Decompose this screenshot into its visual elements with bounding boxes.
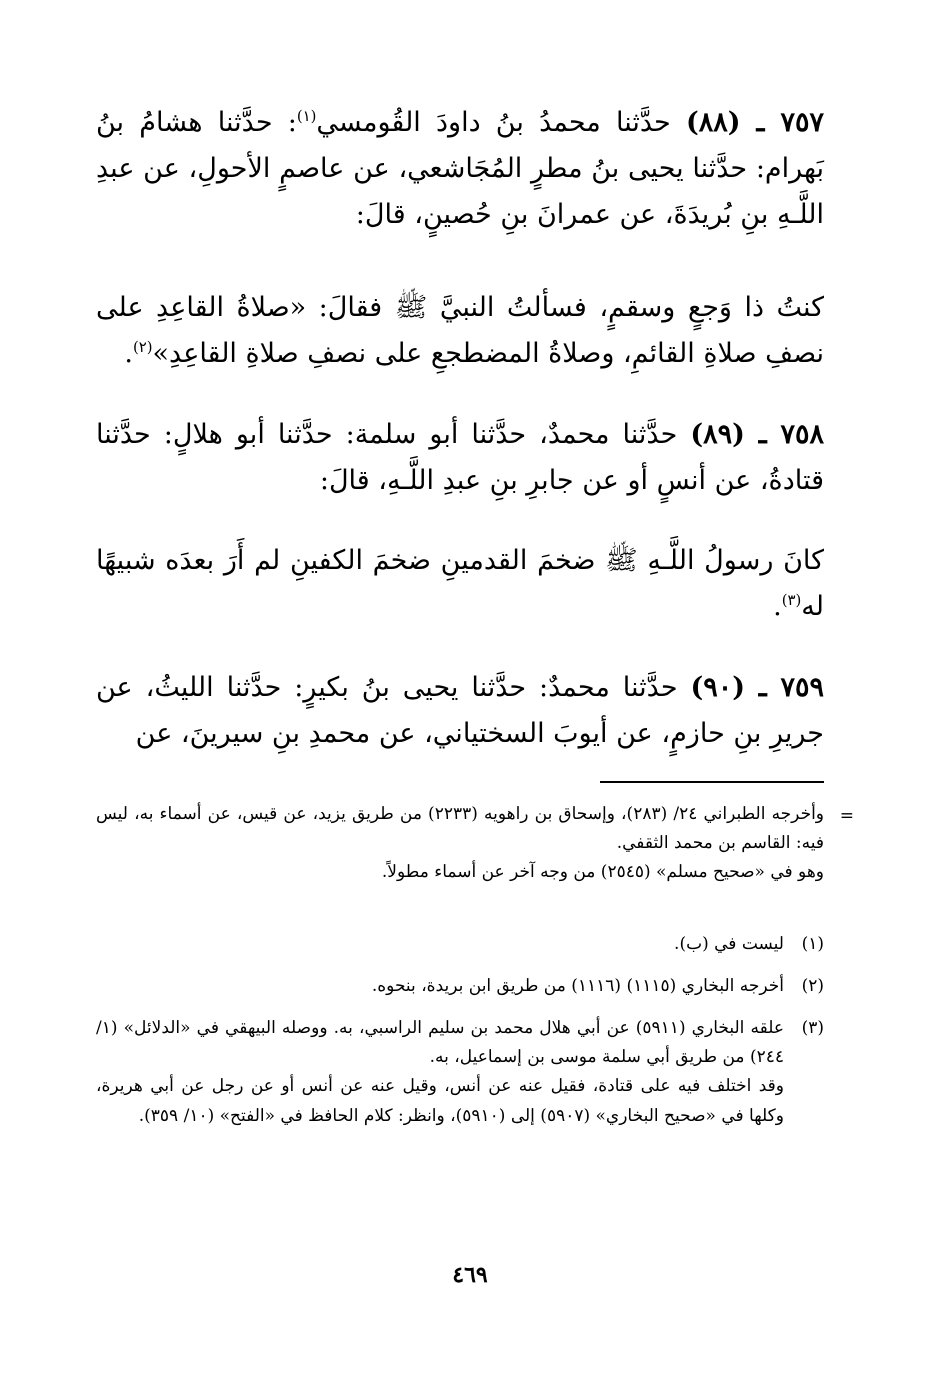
hadith-757-isnad (96, 100, 824, 238)
hadith-759-text: حدَّثنا محمدٌ: حدَّثنا يحيى بنُ بكيرٍ: حدَّثنا الليثُ، عن جريرِ بنِ حازمٍ، عن أيوبَ السختياني، عن محمدِ بنِ سيرينَ، عن (96, 672, 824, 749)
hadith-758-text: حدَّثنا محمدٌ، حدَّثنا أبو سلمة: حدَّثنا أبو هلالٍ: حدَّثنا قتادةُ، عن أنسٍ أو عن جابرِ بنِ عبدِ اللَّـهِ، قالَ: (96, 419, 824, 496)
hadith-758-number: ٧٥٨ ـ (٨٩) (690, 419, 824, 450)
footnote-1-text: ليست في (ب). (674, 934, 784, 954)
hadith-757-number: ٧٥٧ ـ (٨٨) (685, 107, 824, 138)
footnote-3-text-2: وقد اختلف فيه على قتادة، فقيل عنه عن أنس، وقيل عنه عن أنس أو عن رجل عن أبي هريرة، وكلها في «صحيح البخاري» (٥٩٠٧) إلى (٥٩١٠)، وانظر: كلام الحافظ في «الفتح» (١٠/ ٣٥٩). (96, 1076, 784, 1126)
hadith-758-matn-text: كانَ رسولُ اللَّـهِ ﷺ ضخمَ القدمينِ ضخمَ الكفينِ لم أَرَ بعدَه شبيهًا له (96, 545, 824, 622)
footnote-1-number: (١) (801, 934, 824, 954)
page-number: ٤٦٩ (452, 1262, 488, 1288)
hadith-759-number: ٧٥٩ ـ (٩٠) (690, 672, 824, 703)
footnote-2-number: (٢) (801, 976, 824, 996)
footnote-3-number: (٣) (801, 1018, 824, 1038)
hadith-758-isnad (96, 412, 824, 504)
hadith-757-text-b: : حدَّثنا هشامُ بنُ بَهرام: حدَّثنا يحيى بنُ مطرٍ المُجَاشعي، عن عاصمٍ الأحولِ، عن عبدِ اللَّـهِ بنِ بُريدَةَ، عن عمرانَ بنِ حُصينٍ، قالَ: (96, 107, 824, 230)
hadith-758-matn (96, 538, 824, 630)
continuation-line-2: وهو في «صحيح مسلم» (٢٥٤٥) من وجه آخر عن أسماء مطولاً. (381, 862, 824, 883)
hadith-758-matn-end: . (773, 590, 782, 622)
hadith-759-isnad (96, 665, 824, 757)
continuation-line-1: وأخرجه الطبراني ٢٤/ (٢٨٣)، وإسحاق بن راهويه (٢٢٣٣) من طريق يزيد، عن قيس، عن أسماء به، ليس فيه: القاسم بن محمد الثقفي. (96, 804, 825, 854)
footnote-separator (600, 781, 824, 783)
footnote-ref-1[interactable]: (١) (296, 107, 317, 125)
hadith-757-matn-end: . (124, 337, 133, 369)
footnote-2 (96, 972, 824, 1001)
footnote-3 (96, 1014, 824, 1131)
hadith-757-matn (96, 285, 824, 377)
footnote-ref-3[interactable]: (٣) (781, 590, 802, 609)
hadith-757-text-a: حدَّثنا محمدُ بنُ داودَ القُومسي (316, 107, 671, 138)
hadith-757-matn-text: كنتُ ذا وَجعٍ وسقمٍ، فسألتُ النبيَّ ﷺ فقالَ: «صلاةُ القاعِدِ على نصفِ صلاةِ القائمِ، وصلاةُ المضطجعِ على نصفِ صلاةِ القاعِدِ» (96, 292, 824, 369)
footnote-2-text: أخرجه البخاري (١١١٥) (١١١٦) من طريق ابن بريدة، بنحوه. (371, 976, 784, 996)
footnote-continuation (96, 800, 854, 888)
continuation-mark: = (839, 806, 854, 826)
footnote-3-text-1: علقه البخاري (٥٩١١) عن أبي هلال محمد بن سليم الراسبي، به. ووصله البيهقي في «الدلائل» (١/ ٢٤٤) من طريق أبي سلمة موسى بن إسماعيل، به. (96, 1018, 784, 1068)
footnote-1 (96, 930, 824, 959)
footnote-ref-2[interactable]: (٢) (132, 337, 153, 356)
